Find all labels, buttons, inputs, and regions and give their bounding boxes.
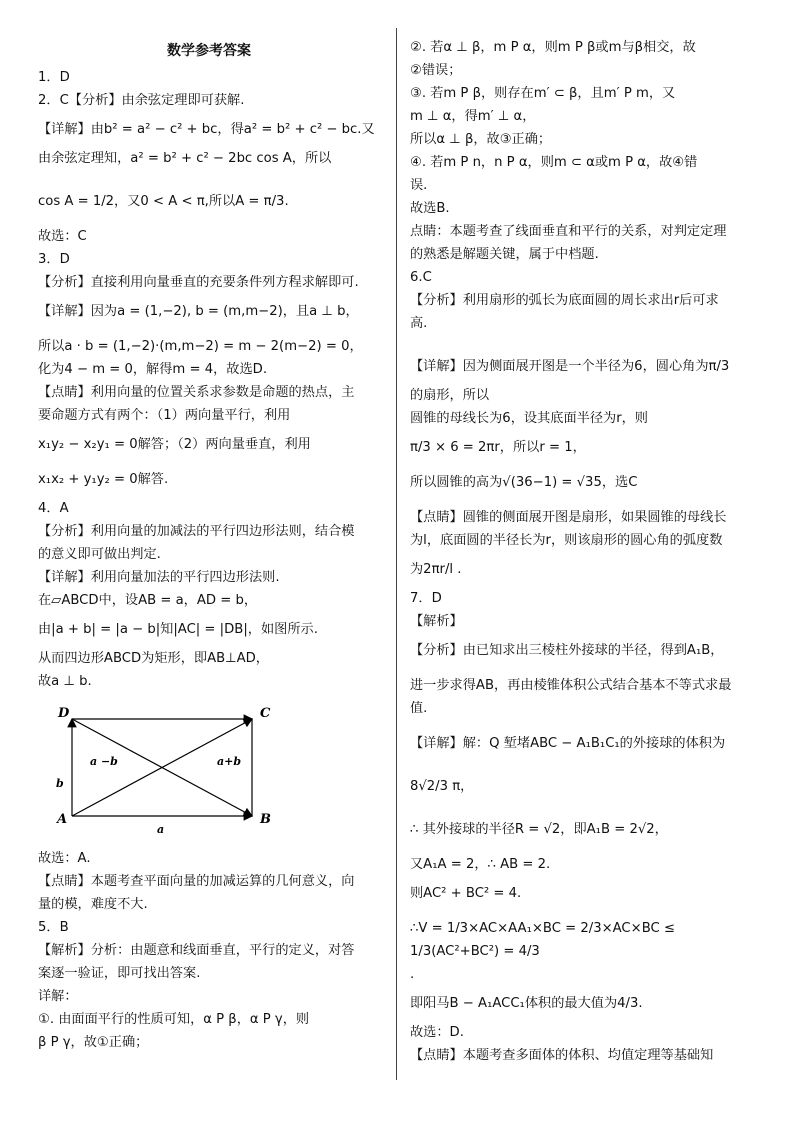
label-A: A <box>57 812 68 827</box>
answer-line: 4．A <box>38 501 69 516</box>
answer-line: 值. <box>410 701 428 716</box>
answer-line: 则AC² + BC² = 4. <box>410 886 522 901</box>
label-a-minus-b: a −b <box>90 755 118 768</box>
answer-line: 7．D <box>410 591 442 606</box>
answer-line: 【分析】由已知求出三棱柱外接球的半径，得到A₁B， <box>410 643 724 658</box>
answer-line: 的扇形，所以 <box>410 388 490 403</box>
rectangle-vector-figure <box>42 701 282 841</box>
answer-line: 故选：D. <box>410 1025 464 1040</box>
answer-line: 【解析】分析：由题意和线面垂直，平行的定义，对答 <box>38 943 355 958</box>
answer-line: 3．D <box>38 252 70 267</box>
answer-line: 量的模，难度不大. <box>38 897 148 912</box>
answer-line: x₁x₂ + y₁y₂ = 0解答. <box>38 472 169 487</box>
answer-line: 【详解】因为侧面展开图是一个半径为6，圆心角为π/3 <box>410 359 730 374</box>
answer-line: 误. <box>410 178 428 193</box>
answer-line: ④. 若m P n，n P α，则m ⊂ α或m P α，故④错 <box>410 155 698 170</box>
answer-line: π/3 × 6 = 2πr，所以r = 1， <box>410 440 586 455</box>
answer-line: ②. 若α ⊥ β，m P α，则m P β或m与β相交，故 <box>410 40 696 55</box>
answer-line: 【分析】利用扇形的弧长为底面圆的周长求出r后可求 <box>410 293 719 308</box>
answer-line: 2．C【分析】由余弦定理即可获解. <box>38 93 245 108</box>
answer-line: 从而四边形ABCD为矩形，即AB⊥AD， <box>38 651 269 666</box>
column-divider <box>396 28 397 1080</box>
answer-line: 【点睛】本题考查平面向量的加减运算的几何意义，向 <box>38 874 355 889</box>
label-B: B <box>260 812 271 827</box>
page-title: 数学参考答案 <box>167 43 251 59</box>
answer-line: ②错误； <box>410 63 462 78</box>
answer-line: 为l，底面圆的半径长为r，则该扇形的圆心角的弧度数 <box>410 533 723 548</box>
answer-line: 为2πr/l . <box>410 562 462 577</box>
answer-line: ∴V = 1/3×AC×AA₁×BC = 2/3×AC×BC ≤ 1/3(AC²+BC²) = 4/3 <box>410 921 675 959</box>
label-C: C <box>260 706 271 721</box>
answer-line: 案逐一验证，即可找出答案. <box>38 966 201 981</box>
answer-line: β P γ，故①正确； <box>38 1035 149 1050</box>
answer-line: 故选：C <box>38 229 87 244</box>
answer-line: 6.C <box>410 270 432 285</box>
answer-line: 的意义即可做出判定. <box>38 547 161 562</box>
answer-line: x₁y₂ − x₂y₁ = 0解答；（2）两向量垂直，利用 <box>38 437 311 452</box>
label-a: a <box>157 823 165 836</box>
answer-line: cos A = 1/2，又0 < A < π,所以A = π/3. <box>38 194 289 209</box>
answer-line: 所以圆锥的高为√(36−1) = √35，选C <box>410 475 638 490</box>
answer-line: 【详解】利用向量加法的平行四边形法则. <box>38 570 280 585</box>
answer-line: 【点睛】本题考查多面体的体积、均值定理等基础知 <box>410 1048 714 1063</box>
answer-line: 【解析】 <box>410 614 463 629</box>
answer-line: 【详解】由b² = a² − c² + bc，得a² = b² + c² − bc.又 <box>38 122 375 137</box>
answer-line: 圆锥的母线长为6，设其底面半径为r，则 <box>410 411 648 426</box>
answer-line: 【分析】利用向量的加减法的平行四边形法则，结合模 <box>38 524 355 539</box>
answer-line: ∴ 其外接球的半径R = √2，即A₁B = 2√2， <box>410 822 668 837</box>
answer-line: 故选B. <box>410 201 450 216</box>
label-a-plus-b: a+b <box>217 755 242 768</box>
answer-line: 即阳马B − A₁ACC₁体积的最大值为4/3. <box>410 996 643 1011</box>
answer-line: . <box>410 967 415 982</box>
label-b: b <box>56 777 64 790</box>
answer-line: 【点睛】圆锥的侧面展开图是扇形，如果圆锥的母线长 <box>410 510 727 525</box>
answer-line: 由余弦定理知，a² = b² + c² − 2bc cos A，所以 <box>38 151 332 166</box>
answer-line: 故a ⊥ b. <box>38 674 92 689</box>
answer-line: 【详解】因为a = (1,−2), b = (m,m−2)，且a ⊥ b， <box>38 304 359 319</box>
answer-line: 又A₁A = 2，∴ AB = 2. <box>410 857 551 872</box>
answer-line: 由|a + b| = |a − b|知|AC| = |DB|，如图所示. <box>38 622 318 637</box>
answer-line: 高. <box>410 316 428 331</box>
answer-line: 8√2/3 π， <box>410 779 474 794</box>
answer-line: 【点睛】利用向量的位置关系求参数是命题的热点，主 <box>38 385 355 400</box>
answer-line: 5．B <box>38 920 69 935</box>
answer-line: ③. 若m P β，则存在m′ ⊂ β，且m′ P m，又 <box>410 86 676 101</box>
answer-line: 所以α ⊥ β，故③正确； <box>410 132 552 147</box>
answer-line: 进一步求得AB，再由棱锥体积公式结合基本不等式求最 <box>410 678 732 693</box>
answer-line: 在▱ABCD中，设AB = a，AD = b， <box>38 593 258 608</box>
answer-line: 详解： <box>38 989 78 1004</box>
answer-line: 点睛：本题考查了线面垂直和平行的关系，对判定定理 <box>410 224 727 239</box>
left-column <box>38 30 380 1054</box>
answer-line: 【详解】解：Q 堑堵ABC − A₁B₁C₁的外接球的体积为 <box>410 736 726 751</box>
answer-line: 要命题方式有两个：（1）两向量平行，利用 <box>38 408 291 423</box>
answer-line: 所以a · b = (1,−2)·(m,m−2) = m − 2(m−2) = 0， <box>38 339 363 354</box>
answer-line: ①. 由面面平行的性质可知，α P β，α P γ，则 <box>38 1012 310 1027</box>
answer-line: 1．D <box>38 70 70 85</box>
answer-line: 的熟悉是解题关键，属于中档题. <box>410 247 599 262</box>
answer-line: m ⊥ α，得m′ ⊥ α， <box>410 109 536 124</box>
label-D: D <box>58 706 70 721</box>
answer-line: 化为4 − m = 0，解得m = 4，故选D. <box>38 362 268 377</box>
answer-line: 【分析】直接利用向量垂直的充要条件列方程求解即可. <box>38 275 359 290</box>
right-column <box>410 30 760 1067</box>
answer-line: 故选：A. <box>38 851 91 866</box>
